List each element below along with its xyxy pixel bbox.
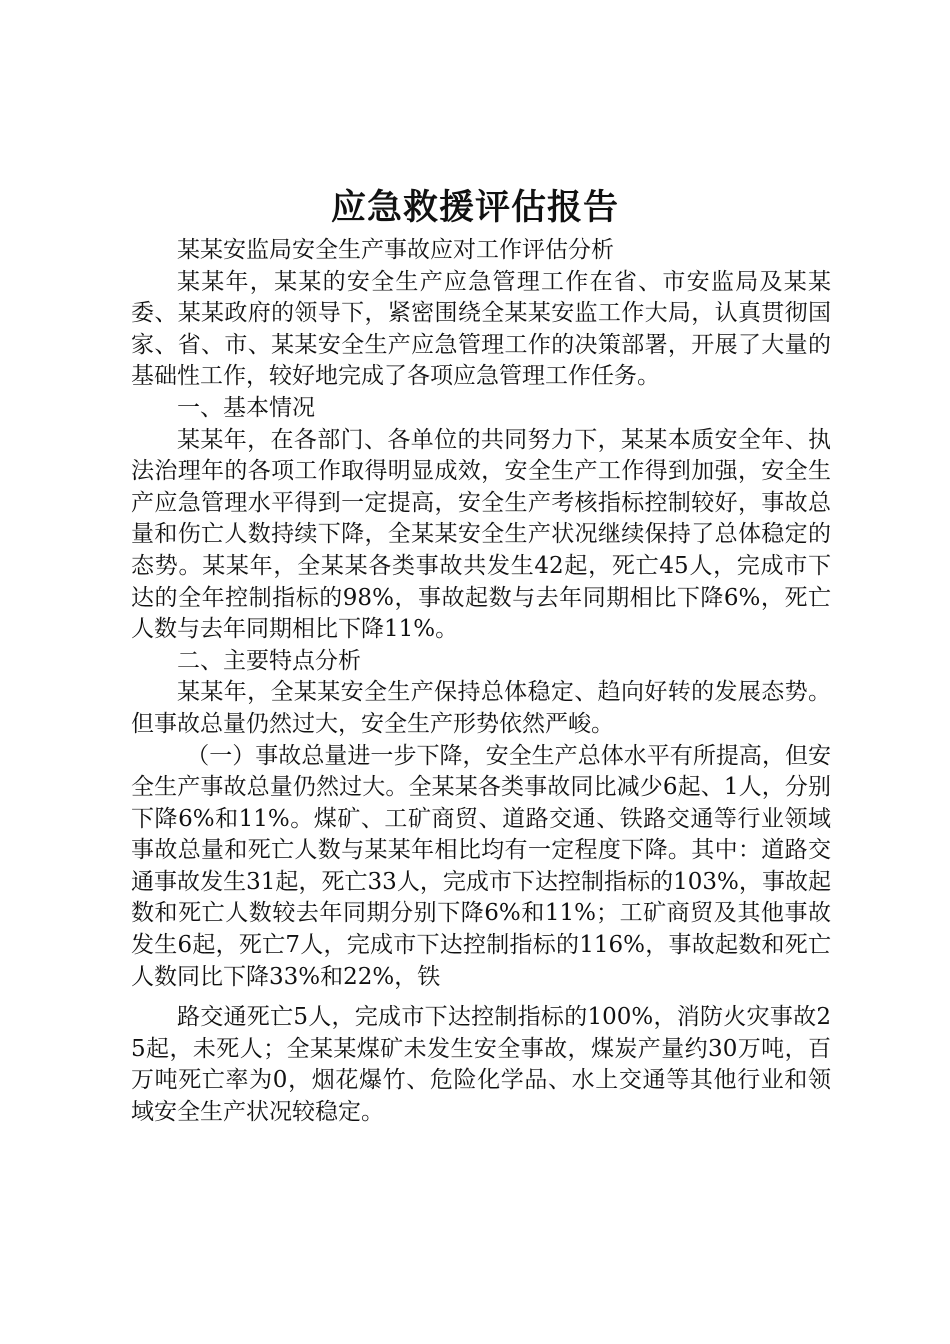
section-heading-main-features: 二、主要特点分析 — [177, 647, 361, 674]
paragraph-main-features: 某某年，全某某安全生产保持总体稳定、趋向好转的发展态势。但事故总量仍然过大，安全生产形势依然严峻。 — [131, 679, 831, 737]
document-title: 应急救援评估报告 — [330, 187, 619, 228]
paragraph-subtitle: 某某安监局安全生产事故应对工作评估分析 — [177, 237, 614, 263]
paragraph-basic-situation: 某某年，在各部门、各单位的共同努力下，某某本质安全年、执法治理年的各项工作取得明显成效，安全生产工作得到加强，安全生产应急管理水平得到一定提高，安全生产考核指标控制较好，事故总量和伤亡人数持续下降，全某某安全生产状况继续保持了总体稳定的态势。某某年，全某某各类事故共发生42起，死亡45人，完成市下达的全年控制指标的98%，事故起数与去年同期相比下降6%，死亡人数与去年同期相比下降11%。 — [131, 426, 831, 643]
paragraph-continuation: 路交通死亡5人，完成市下达控制指标的100%，消防火灾事故25起，未死人；全某某煤矿未发生安全事故，煤炭产量约30万吨，百万吨死亡率为0，烟花爆竹、危险化学品、水上交通等其他行业和领域安全生产状况较稳定。 — [131, 1004, 831, 1126]
section-heading-basic-situation: 一、基本情况 — [177, 394, 315, 421]
document-body — [131, 235, 831, 1129]
paragraph-subsection-one: （一）事故总量进一步下降，安全生产总体水平有所提高，但安全生产事故总量仍然过大。全某某各类事故同比减少6起、1人，分别下降6%和11%。煤矿、工矿商贸、道路交通、铁路交通等行业领域事故总量和死亡人数与某某年相比均有一定程度下降。其中：道路交通事故发生31起，死亡33人，完成市下达控制指标的103%，事故起数和死亡人数较去年同期分别下降6%和11%；工矿商贸及其他事故发生6起，死亡7人，完成市下达控制指标的116%，事故起数和死亡人数同比下降33%和22%，铁 — [131, 742, 831, 990]
paragraph-intro: 某某年，某某的安全生产应急管理工作在省、市安监局及某某委、某某政府的领导下，紧密围绕全某某安监工作大局，认真贯彻国家、省、市、某某安全生产应急管理工作的决策部署，开展了大量的基础性工作，较好地完成了各项应急管理工作任务。 — [131, 268, 831, 390]
